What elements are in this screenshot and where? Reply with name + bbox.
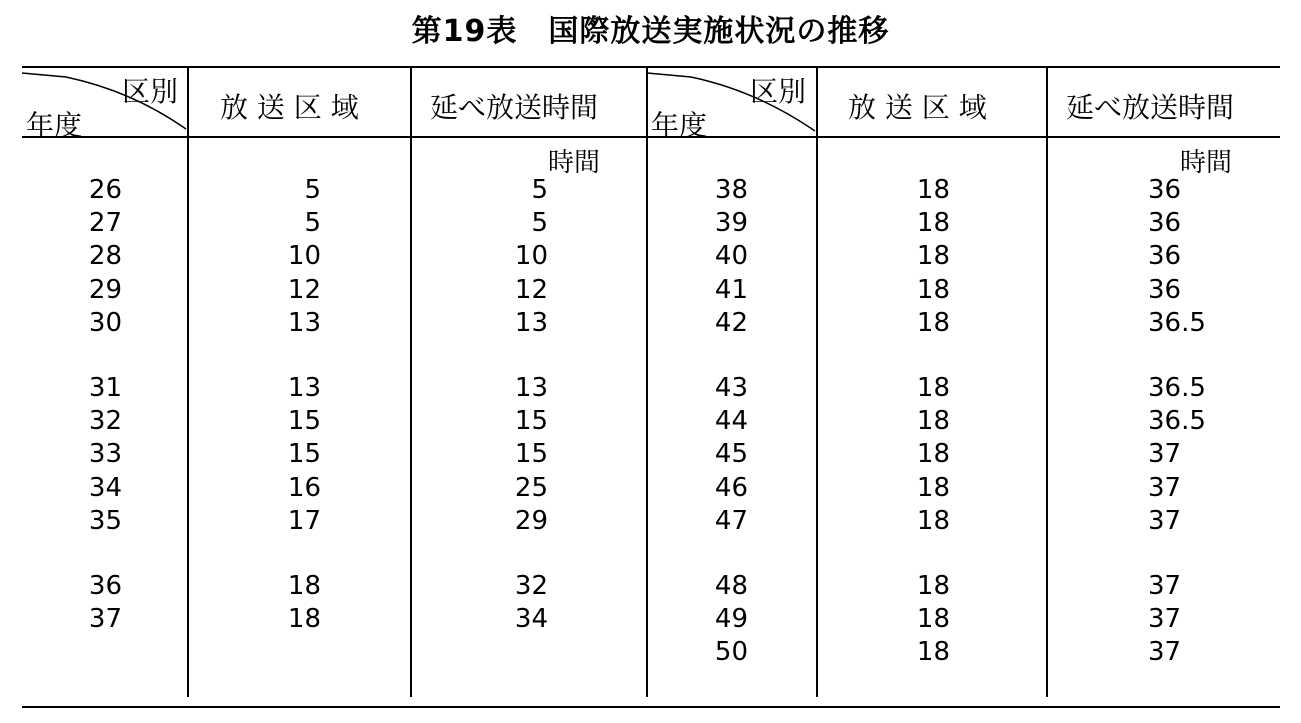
column-divider: [1046, 67, 1048, 697]
header-year-label: 年度: [26, 109, 83, 142]
hours-cell: 37: [1148, 637, 1182, 668]
unit-label: 時間: [1180, 148, 1233, 178]
year-cell: 37: [88, 604, 122, 635]
hours-cell: 36: [1148, 274, 1182, 305]
region-cell: 17: [287, 505, 321, 536]
hours-cell: 25: [514, 472, 548, 503]
hours-cell: 37: [1148, 505, 1182, 536]
year-cell: 28: [88, 241, 122, 272]
region-cell: 18: [916, 406, 950, 437]
region-cell: 12: [287, 274, 321, 305]
hours-cell: 13: [514, 307, 548, 338]
region-cell: 16: [287, 472, 321, 503]
region-cell: 5: [304, 175, 321, 205]
year-cell: 48: [714, 571, 748, 601]
year-cell: 30: [88, 307, 122, 338]
hours-cell: 32: [514, 571, 548, 601]
region-cell: 13: [287, 307, 321, 338]
year-cell: 31: [88, 373, 122, 403]
header-section-label: 区別: [122, 75, 179, 108]
hours-cell: 12: [514, 274, 548, 305]
half-divider: [646, 67, 648, 697]
hours-cell: 37: [1148, 571, 1182, 601]
region-cell: 18: [916, 241, 950, 272]
column-divider: [410, 67, 412, 697]
region-cell: 18: [916, 637, 950, 668]
column-divider: [816, 67, 818, 697]
region-cell: 10: [287, 241, 321, 272]
header-hours: 延べ放送時間: [1066, 91, 1235, 124]
hours-cell: 15: [514, 439, 548, 470]
hours-cell: 29: [514, 505, 548, 536]
region-cell: 15: [287, 439, 321, 470]
year-cell: 27: [88, 208, 122, 239]
year-cell: 40: [714, 241, 748, 272]
header-section-label: 区別: [750, 75, 807, 108]
year-cell: 45: [714, 439, 748, 470]
year-cell: 50: [714, 637, 748, 668]
unit-label: 時間: [548, 148, 601, 178]
region-cell: 18: [916, 505, 950, 536]
year-cell: 36: [88, 571, 122, 601]
region-cell: 18: [916, 373, 950, 403]
year-cell: 34: [88, 472, 122, 503]
region-cell: 18: [916, 472, 950, 503]
header-region: 放 送 区 域: [220, 91, 359, 124]
region-cell: 18: [916, 571, 950, 601]
hours-cell: 37: [1148, 472, 1182, 503]
region-cell: 18: [287, 571, 321, 601]
header-year-label: 年度: [651, 109, 708, 142]
hours-cell: 37: [1148, 604, 1182, 635]
header-region: 放 送 区 域: [848, 91, 987, 124]
hours-cell: 36.5: [1148, 307, 1206, 338]
year-cell: 43: [714, 373, 748, 403]
hours-cell: 34: [514, 604, 548, 635]
hours-cell: 5: [531, 175, 548, 205]
hours-cell: 36.5: [1148, 406, 1206, 437]
table-title: 第19表 国際放送実施状況の推移: [411, 14, 890, 49]
region-cell: 5: [304, 208, 321, 239]
bottom-rule: [22, 706, 1280, 708]
year-cell: 29: [88, 274, 122, 305]
hours-cell: 15: [514, 406, 548, 437]
region-cell: 18: [916, 175, 950, 205]
year-cell: 26: [88, 175, 122, 205]
year-cell: 47: [714, 505, 748, 536]
hours-cell: 5: [531, 208, 548, 239]
hours-cell: 36: [1148, 175, 1182, 205]
year-cell: 39: [714, 208, 748, 239]
region-cell: 18: [916, 307, 950, 338]
region-cell: 18: [916, 274, 950, 305]
hours-cell: 13: [514, 373, 548, 403]
hours-cell: 37: [1148, 439, 1182, 470]
header-hours: 延べ放送時間: [430, 91, 599, 124]
year-cell: 44: [714, 406, 748, 437]
year-cell: 35: [88, 505, 122, 536]
year-cell: 46: [714, 472, 748, 503]
region-cell: 18: [287, 604, 321, 635]
hours-cell: 36: [1148, 241, 1182, 272]
year-cell: 41: [714, 274, 748, 305]
year-cell: 33: [88, 439, 122, 470]
year-cell: 42: [714, 307, 748, 338]
year-cell: 49: [714, 604, 748, 635]
hours-cell: 36.5: [1148, 373, 1206, 403]
region-cell: 18: [916, 604, 950, 635]
region-cell: 13: [287, 373, 321, 403]
hours-cell: 10: [514, 241, 548, 272]
year-cell: 38: [714, 175, 748, 205]
year-cell: 32: [88, 406, 122, 437]
hours-cell: 36: [1148, 208, 1182, 239]
region-cell: 18: [916, 439, 950, 470]
column-divider: [187, 67, 189, 697]
region-cell: 15: [287, 406, 321, 437]
region-cell: 18: [916, 208, 950, 239]
